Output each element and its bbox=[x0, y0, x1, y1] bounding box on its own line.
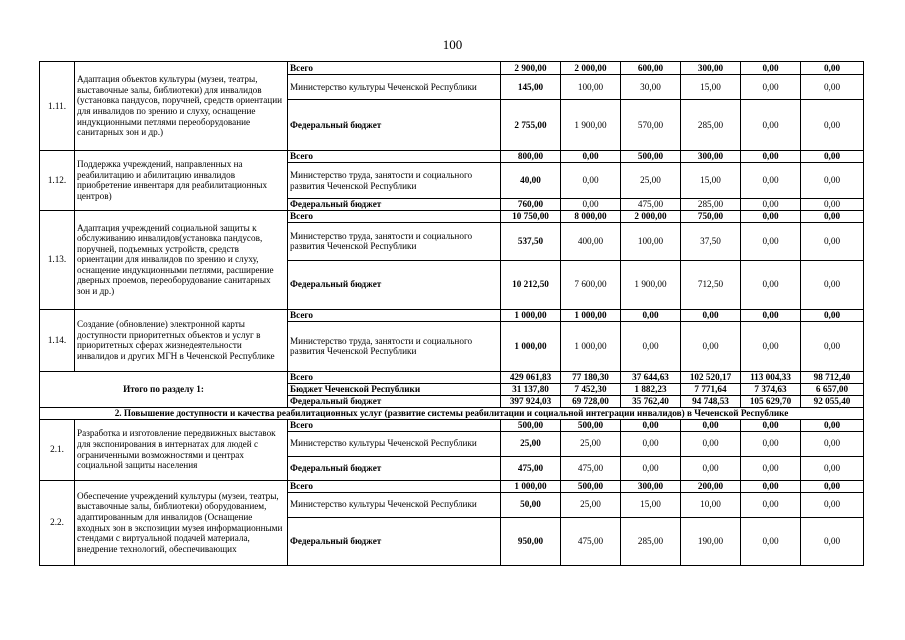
value-cell: 50,00 bbox=[501, 492, 561, 517]
value-cell: 0,00 bbox=[681, 309, 741, 321]
row-description: Поддержка учреждений, направленных на реабилитацию и абилитацию инвалидов приобретение инвентаря для реабилитационных центров) bbox=[75, 151, 288, 211]
value-cell: 0,00 bbox=[741, 151, 801, 163]
value-cell: 397 924,03 bbox=[501, 395, 561, 407]
funding-source: Бюджет Чеченской Республики bbox=[288, 383, 501, 395]
value-cell: 475,00 bbox=[561, 517, 621, 565]
value-cell: 0,00 bbox=[801, 199, 864, 211]
value-cell: 98 712,40 bbox=[801, 371, 864, 383]
value-cell: 1 900,00 bbox=[561, 100, 621, 151]
value-cell: 429 061,83 bbox=[501, 371, 561, 383]
value-cell: 0,00 bbox=[801, 163, 864, 199]
value-cell: 0,00 bbox=[621, 431, 681, 456]
value-cell: 0,00 bbox=[621, 419, 681, 431]
value-cell: 100,00 bbox=[561, 75, 621, 100]
value-cell: 37 644,63 bbox=[621, 371, 681, 383]
row-number: 1.13. bbox=[40, 210, 75, 309]
value-cell: 0,00 bbox=[741, 517, 801, 565]
value-cell: 712,50 bbox=[681, 260, 741, 309]
value-cell: 0,00 bbox=[621, 309, 681, 321]
funding-source: Всего bbox=[288, 210, 501, 222]
value-cell: 0,00 bbox=[621, 456, 681, 480]
value-cell: 0,00 bbox=[561, 199, 621, 211]
value-cell: 2 755,00 bbox=[501, 100, 561, 151]
value-cell: 475,00 bbox=[621, 199, 681, 211]
table-row bbox=[40, 210, 864, 222]
value-cell: 0,00 bbox=[801, 151, 864, 163]
value-cell: 7 452,30 bbox=[561, 383, 621, 395]
value-cell: 1 000,00 bbox=[561, 321, 621, 371]
value-cell: 25,00 bbox=[501, 431, 561, 456]
funding-source: Федеральный бюджет bbox=[288, 395, 501, 407]
value-cell: 285,00 bbox=[681, 199, 741, 211]
funding-source: Всего bbox=[288, 419, 501, 431]
value-cell: 300,00 bbox=[681, 151, 741, 163]
value-cell: 77 180,30 bbox=[561, 371, 621, 383]
value-cell: 0,00 bbox=[741, 222, 801, 260]
value-cell: 10,00 bbox=[681, 492, 741, 517]
value-cell: 0,00 bbox=[741, 75, 801, 100]
value-cell: 500,00 bbox=[621, 151, 681, 163]
value-cell: 100,00 bbox=[621, 222, 681, 260]
funding-source: Федеральный бюджет bbox=[288, 100, 501, 151]
row-description: Создание (обновление) электронной карты доступности приоритетных объектов и услуг в приоритетных сферах жизнедеятельности инвалидов и других МГН в Чеченской Республике bbox=[75, 309, 288, 371]
funding-source: Министерство культуры Чеченской Республики bbox=[288, 431, 501, 456]
value-cell: 10 750,00 bbox=[501, 210, 561, 222]
table-row bbox=[40, 419, 864, 431]
value-cell: 500,00 bbox=[561, 419, 621, 431]
row-description: Разработка и изготовление передвижных выставок для экспонирования в интернатах для людей с ограниченными возможностями и центрах социальной защиты населения bbox=[75, 419, 288, 480]
funding-source: Всего bbox=[288, 371, 501, 383]
value-cell: 25,00 bbox=[561, 431, 621, 456]
value-cell: 1 000,00 bbox=[501, 321, 561, 371]
value-cell: 760,00 bbox=[501, 199, 561, 211]
value-cell: 750,00 bbox=[681, 210, 741, 222]
value-cell: 35 762,40 bbox=[621, 395, 681, 407]
value-cell: 0,00 bbox=[741, 199, 801, 211]
value-cell: 0,00 bbox=[801, 517, 864, 565]
value-cell: 0,00 bbox=[681, 419, 741, 431]
table-row bbox=[40, 151, 864, 163]
value-cell: 0,00 bbox=[561, 163, 621, 199]
value-cell: 400,00 bbox=[561, 222, 621, 260]
value-cell: 7 771,64 bbox=[681, 383, 741, 395]
funding-source: Министерство культуры Чеченской Республики bbox=[288, 492, 501, 517]
value-cell: 1 000,00 bbox=[501, 480, 561, 492]
value-cell: 0,00 bbox=[801, 321, 864, 371]
value-cell: 0,00 bbox=[741, 100, 801, 151]
value-cell: 2 000,00 bbox=[621, 210, 681, 222]
value-cell: 0,00 bbox=[801, 419, 864, 431]
value-cell: 537,50 bbox=[501, 222, 561, 260]
value-cell: 0,00 bbox=[681, 431, 741, 456]
value-cell: 0,00 bbox=[801, 480, 864, 492]
funding-source: Федеральный бюджет bbox=[288, 517, 501, 565]
value-cell: 800,00 bbox=[501, 151, 561, 163]
page-number: 100 bbox=[442, 37, 463, 52]
row-description: Адаптация объектов культуры (музеи, театры, выставочные залы, библиотеки) для инвалидов (установка пандусов, поручней, средств ориентации для инвалидов по зрению и слуху, оснащение индукционными петлями переоборудование санитарных зон и др.) bbox=[75, 62, 288, 151]
value-cell: 2 900,00 bbox=[501, 62, 561, 75]
value-cell: 15,00 bbox=[621, 492, 681, 517]
row-number: 2.1. bbox=[40, 419, 75, 480]
value-cell: 300,00 bbox=[621, 480, 681, 492]
value-cell: 25,00 bbox=[621, 163, 681, 199]
value-cell: 1 000,00 bbox=[561, 309, 621, 321]
value-cell: 0,00 bbox=[741, 492, 801, 517]
value-cell: 31 137,80 bbox=[501, 383, 561, 395]
value-cell: 0,00 bbox=[741, 321, 801, 371]
value-cell: 500,00 bbox=[561, 480, 621, 492]
value-cell: 0,00 bbox=[801, 309, 864, 321]
table-row bbox=[40, 309, 864, 321]
row-description: Обеспечение учреждений культуры (музеи, театры, выставочные залы, библиотеки) оборудованием, адаптированным для инвалидов (Оснащение входных зон в экспозиции музея информационными стендами с виртуальной подачей материала, внедрение технологий, обеспечивающих bbox=[75, 480, 288, 565]
value-cell: 475,00 bbox=[561, 456, 621, 480]
table-row bbox=[40, 480, 864, 492]
row-description: Адаптация учреждений социальной защиты к обслуживанию инвалидов(установка пандусов, поручней, подъемных устройств, средств ориентации для инвалидов по зрению и слуху, оснащение индукционными петлями, расширение дверных проемов, переоборудование санитарных зон и др.) bbox=[75, 210, 288, 309]
value-cell: 475,00 bbox=[501, 456, 561, 480]
value-cell: 0,00 bbox=[801, 62, 864, 75]
value-cell: 113 004,33 bbox=[741, 371, 801, 383]
value-cell: 0,00 bbox=[801, 100, 864, 151]
value-cell: 105 629,70 bbox=[741, 395, 801, 407]
value-cell: 0,00 bbox=[741, 431, 801, 456]
value-cell: 30,00 bbox=[621, 75, 681, 100]
value-cell: 950,00 bbox=[501, 517, 561, 565]
funding-source: Федеральный бюджет bbox=[288, 456, 501, 480]
funding-source: Министерство труда, занятости и социального развития Чеченской Республики bbox=[288, 222, 501, 260]
value-cell: 300,00 bbox=[681, 62, 741, 75]
funding-source: Министерство труда, занятости и социального развития Чеченской Республики bbox=[288, 321, 501, 371]
value-cell: 200,00 bbox=[681, 480, 741, 492]
value-cell: 1 882,23 bbox=[621, 383, 681, 395]
value-cell: 0,00 bbox=[741, 210, 801, 222]
value-cell: 37,50 bbox=[681, 222, 741, 260]
funding-source: Министерство труда, занятости и социального развития Чеченской Республики bbox=[288, 163, 501, 199]
table-row bbox=[40, 62, 864, 75]
funding-source: Федеральный бюджет bbox=[288, 260, 501, 309]
value-cell: 145,00 bbox=[501, 75, 561, 100]
value-cell: 0,00 bbox=[741, 419, 801, 431]
value-cell: 0,00 bbox=[741, 260, 801, 309]
value-cell: 0,00 bbox=[741, 309, 801, 321]
total-label: Итого по разделу 1: bbox=[40, 371, 288, 407]
value-cell: 0,00 bbox=[801, 75, 864, 100]
value-cell: 500,00 bbox=[501, 419, 561, 431]
funding-source: Федеральный бюджет bbox=[288, 199, 501, 211]
value-cell: 0,00 bbox=[801, 456, 864, 480]
funding-source: Всего bbox=[288, 480, 501, 492]
value-cell: 6 657,00 bbox=[801, 383, 864, 395]
funding-source: Всего bbox=[288, 309, 501, 321]
value-cell: 0,00 bbox=[561, 151, 621, 163]
funding-source: Всего bbox=[288, 151, 501, 163]
value-cell: 8 000,00 bbox=[561, 210, 621, 222]
section-header-row bbox=[40, 407, 864, 419]
value-cell: 0,00 bbox=[681, 321, 741, 371]
value-cell: 69 728,00 bbox=[561, 395, 621, 407]
value-cell: 285,00 bbox=[621, 517, 681, 565]
value-cell: 10 212,50 bbox=[501, 260, 561, 309]
value-cell: 190,00 bbox=[681, 517, 741, 565]
value-cell: 570,00 bbox=[621, 100, 681, 151]
row-number: 1.11. bbox=[40, 62, 75, 151]
budget-table bbox=[39, 61, 864, 566]
value-cell: 7 374,63 bbox=[741, 383, 801, 395]
value-cell: 285,00 bbox=[681, 100, 741, 151]
value-cell: 0,00 bbox=[681, 456, 741, 480]
value-cell: 92 055,40 bbox=[801, 395, 864, 407]
value-cell: 0,00 bbox=[801, 492, 864, 517]
value-cell: 0,00 bbox=[741, 62, 801, 75]
value-cell: 0,00 bbox=[741, 163, 801, 199]
value-cell: 0,00 bbox=[801, 260, 864, 309]
funding-source: Всего bbox=[288, 62, 501, 75]
funding-source: Министерство культуры Чеченской Республики bbox=[288, 75, 501, 100]
value-cell: 2 000,00 bbox=[561, 62, 621, 75]
value-cell: 0,00 bbox=[741, 456, 801, 480]
row-number: 1.12. bbox=[40, 151, 75, 211]
value-cell: 600,00 bbox=[621, 62, 681, 75]
value-cell: 0,00 bbox=[801, 210, 864, 222]
value-cell: 15,00 bbox=[681, 75, 741, 100]
value-cell: 15,00 bbox=[681, 163, 741, 199]
value-cell: 0,00 bbox=[621, 321, 681, 371]
row-number: 2.2. bbox=[40, 480, 75, 565]
value-cell: 0,00 bbox=[801, 431, 864, 456]
value-cell: 40,00 bbox=[501, 163, 561, 199]
value-cell: 25,00 bbox=[561, 492, 621, 517]
section-title: 2. Повышение доступности и качества реабилитационных услуг (развитие системы реабилитации и социальной интеграции инвалидов) в Чеченской Республике bbox=[40, 407, 864, 419]
value-cell: 94 748,53 bbox=[681, 395, 741, 407]
row-number: 1.14. bbox=[40, 309, 75, 371]
total-row bbox=[40, 371, 864, 383]
value-cell: 1 900,00 bbox=[621, 260, 681, 309]
value-cell: 102 520,17 bbox=[681, 371, 741, 383]
value-cell: 0,00 bbox=[741, 480, 801, 492]
value-cell: 0,00 bbox=[801, 222, 864, 260]
value-cell: 7 600,00 bbox=[561, 260, 621, 309]
value-cell: 1 000,00 bbox=[501, 309, 561, 321]
